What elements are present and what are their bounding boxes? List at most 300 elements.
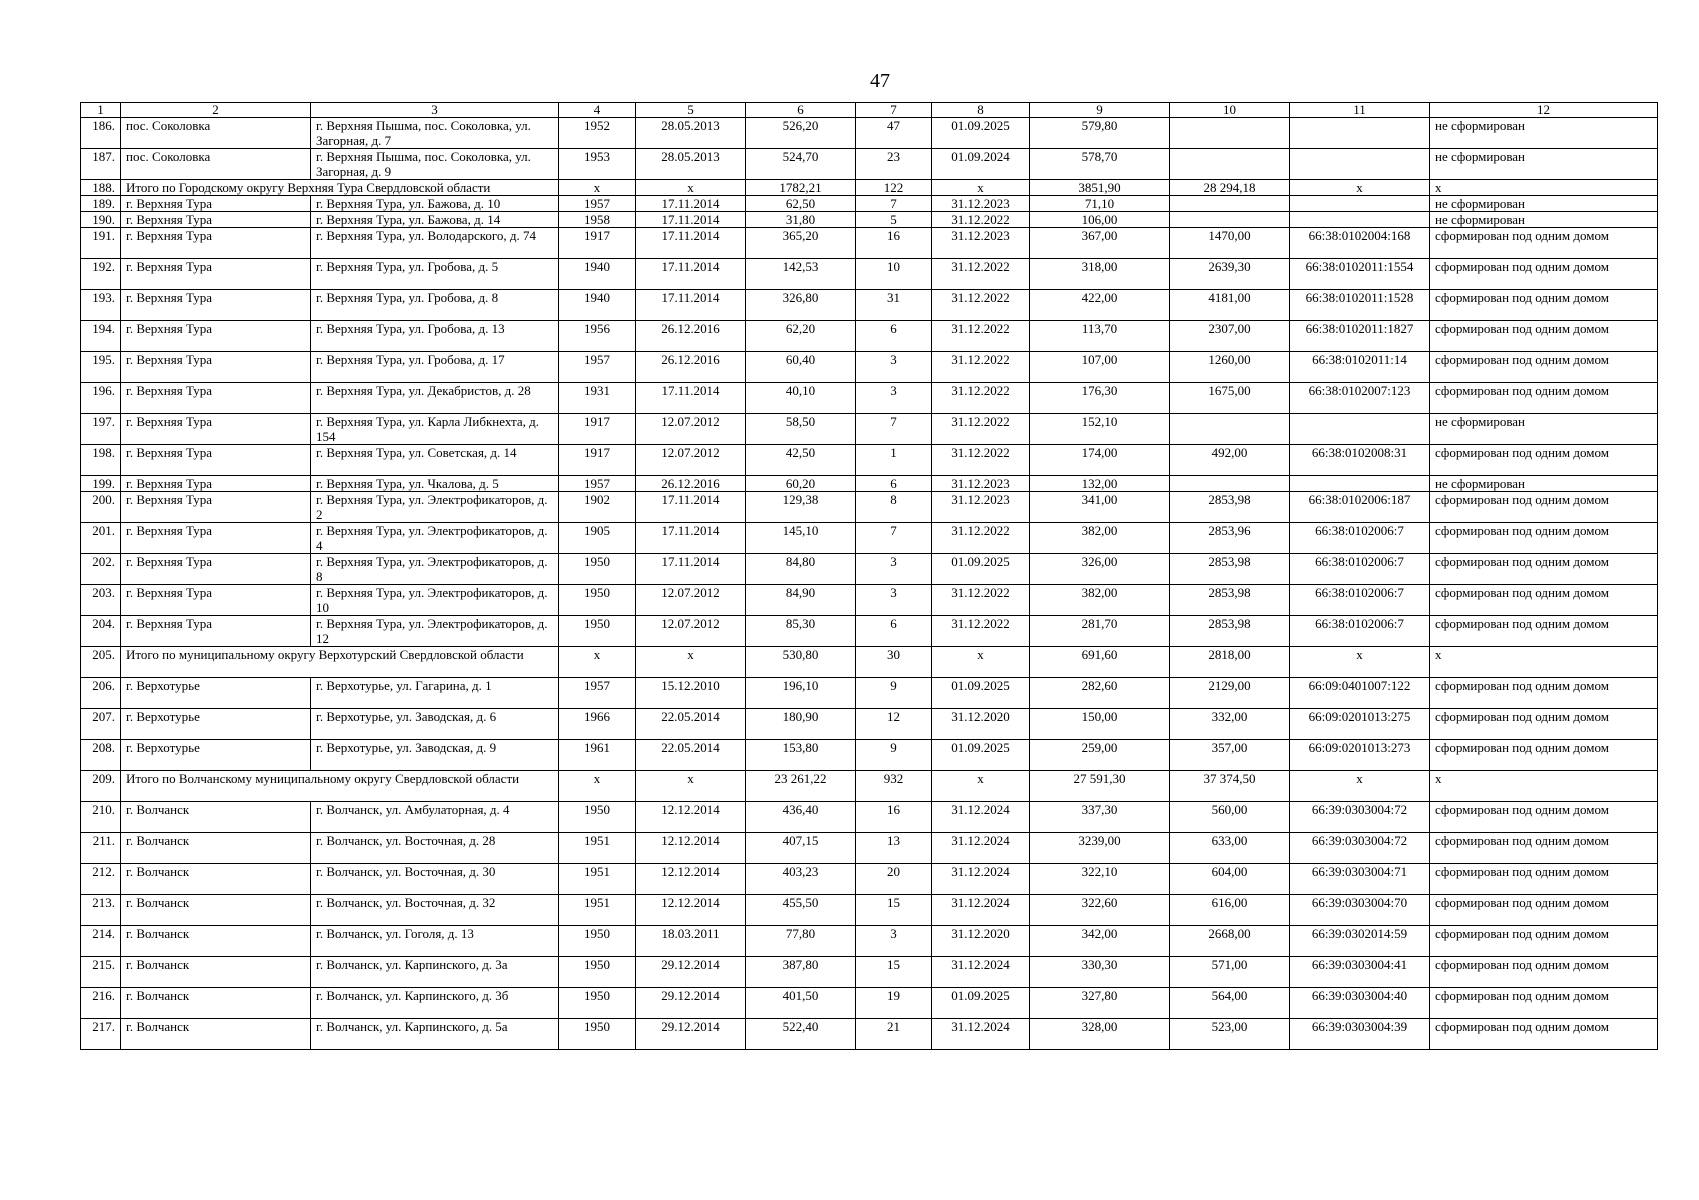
address-cell: г. Верхняя Пышма, пос. Соколовка, ул. Загорная, д. 7 <box>311 118 559 149</box>
page-number: 47 <box>870 70 890 92</box>
table-row <box>81 833 1658 864</box>
subtotal-row <box>81 771 1658 802</box>
row-number: 213. <box>81 895 121 926</box>
area-cell: 77,80 <box>746 926 856 957</box>
address-cell: г. Верхняя Тура, ул. Декабристов, д. 28 <box>311 383 559 414</box>
row-number: 215. <box>81 957 121 988</box>
deadline-cell: 31.12.2022 <box>932 290 1030 321</box>
land-area-cell: 1470,00 <box>1170 228 1290 259</box>
value-cell: 27 591,30 <box>1030 771 1170 802</box>
cadastral-number-cell: 66:38:0102006:187 <box>1290 492 1430 523</box>
cadastral-number-cell: 66:09:0401007:122 <box>1290 678 1430 709</box>
year-cell: 1961 <box>559 740 636 771</box>
land-status-cell: сформирован под одним домом <box>1430 259 1658 290</box>
land-area-cell: 604,00 <box>1170 864 1290 895</box>
year-cell: x <box>559 771 636 802</box>
area-cell: 407,15 <box>746 833 856 864</box>
land-status-cell: не сформирован <box>1430 476 1658 492</box>
value-cell: 327,80 <box>1030 988 1170 1019</box>
year-cell: 1917 <box>559 445 636 476</box>
locality-cell: г. Волчанск <box>121 1019 311 1050</box>
land-status-cell: сформирован под одним домом <box>1430 352 1658 383</box>
row-number: 209. <box>81 771 121 802</box>
recognition-date-cell: 28.05.2013 <box>636 149 746 180</box>
cadastral-number-cell: 66:39:0303004:39 <box>1290 1019 1430 1050</box>
deadline-cell: 31.12.2022 <box>932 523 1030 554</box>
year-cell: 1957 <box>559 196 636 212</box>
subtotal-label: Итого по муниципальному округу Верхотурский Свердловской области <box>121 647 559 678</box>
recognition-date-cell: 12.12.2014 <box>636 802 746 833</box>
year-cell: 1950 <box>559 802 636 833</box>
address-cell: г. Верхняя Тура, ул. Электрофикаторов, д. 12 <box>311 616 559 647</box>
land-status-cell: сформирован под одним домом <box>1430 321 1658 352</box>
land-status-cell: сформирован под одним домом <box>1430 988 1658 1019</box>
cadastral-number-cell: x <box>1290 647 1430 678</box>
locality-cell: г. Верхотурье <box>121 709 311 740</box>
deadline-cell: 31.12.2024 <box>932 1019 1030 1050</box>
table-row <box>81 864 1658 895</box>
value-cell: 326,00 <box>1030 554 1170 585</box>
value-cell: 422,00 <box>1030 290 1170 321</box>
recognition-date-cell: 17.11.2014 <box>636 212 746 228</box>
deadline-cell: 01.09.2025 <box>932 554 1030 585</box>
locality-cell: пос. Соколовка <box>121 149 311 180</box>
locality-cell: г. Верхняя Тура <box>121 492 311 523</box>
locality-cell: г. Верхняя Тура <box>121 554 311 585</box>
address-cell: г. Верхняя Тура, ул. Электрофикаторов, д. 8 <box>311 554 559 585</box>
residents-cell: 5 <box>856 212 932 228</box>
address-cell: г. Волчанск, ул. Карпинского, д. 5а <box>311 1019 559 1050</box>
land-status-cell: не сформирован <box>1430 414 1658 445</box>
address-cell: г. Волчанск, ул. Гоголя, д. 13 <box>311 926 559 957</box>
cadastral-number-cell: 66:39:0303004:41 <box>1290 957 1430 988</box>
table-row <box>81 259 1658 290</box>
land-area-cell: 560,00 <box>1170 802 1290 833</box>
land-status-cell: сформирован под одним домом <box>1430 926 1658 957</box>
row-number: 186. <box>81 118 121 149</box>
value-cell: 152,10 <box>1030 414 1170 445</box>
column-header: 3 <box>311 103 559 118</box>
residents-cell: 7 <box>856 414 932 445</box>
deadline-cell: x <box>932 647 1030 678</box>
year-cell: 1952 <box>559 118 636 149</box>
table-row <box>81 895 1658 926</box>
area-cell: 387,80 <box>746 957 856 988</box>
row-number: 217. <box>81 1019 121 1050</box>
residents-cell: 122 <box>856 180 932 196</box>
value-cell: 3239,00 <box>1030 833 1170 864</box>
row-number: 205. <box>81 647 121 678</box>
cadastral-number-cell: x <box>1290 771 1430 802</box>
row-number: 214. <box>81 926 121 957</box>
locality-cell: г. Верхняя Тура <box>121 523 311 554</box>
land-area-cell <box>1170 149 1290 180</box>
locality-cell: г. Волчанск <box>121 957 311 988</box>
cadastral-number-cell: 66:38:0102007:123 <box>1290 383 1430 414</box>
value-cell: 691,60 <box>1030 647 1170 678</box>
residents-cell: 19 <box>856 988 932 1019</box>
area-cell: 31,80 <box>746 212 856 228</box>
area-cell: 455,50 <box>746 895 856 926</box>
column-header: 10 <box>1170 103 1290 118</box>
value-cell: 259,00 <box>1030 740 1170 771</box>
row-number: 190. <box>81 212 121 228</box>
area-cell: 23 261,22 <box>746 771 856 802</box>
land-area-cell <box>1170 196 1290 212</box>
area-cell: 436,40 <box>746 802 856 833</box>
residents-cell: 16 <box>856 228 932 259</box>
deadline-cell: 31.12.2022 <box>932 414 1030 445</box>
recognition-date-cell: 12.12.2014 <box>636 864 746 895</box>
deadline-cell: x <box>932 180 1030 196</box>
deadline-cell: 01.09.2024 <box>932 149 1030 180</box>
land-area-cell: 2853,98 <box>1170 585 1290 616</box>
row-number: 199. <box>81 476 121 492</box>
cadastral-number-cell: 66:38:0102011:1528 <box>1290 290 1430 321</box>
address-cell: г. Верхотурье, ул. Заводская, д. 9 <box>311 740 559 771</box>
residents-cell: 3 <box>856 383 932 414</box>
locality-cell: г. Волчанск <box>121 895 311 926</box>
locality-cell: г. Верхняя Тура <box>121 228 311 259</box>
year-cell: 1957 <box>559 678 636 709</box>
deadline-cell: 01.09.2025 <box>932 988 1030 1019</box>
recognition-date-cell: 26.12.2016 <box>636 321 746 352</box>
area-cell: 326,80 <box>746 290 856 321</box>
value-cell: 322,10 <box>1030 864 1170 895</box>
residents-cell: 932 <box>856 771 932 802</box>
year-cell: 1950 <box>559 926 636 957</box>
land-status-cell: сформирован под одним домом <box>1430 678 1658 709</box>
deadline-cell: 31.12.2024 <box>932 833 1030 864</box>
row-number: 200. <box>81 492 121 523</box>
subtotal-label: Итого по Волчанскому муниципальному округу Свердловской области <box>121 771 559 802</box>
table-row <box>81 476 1658 492</box>
deadline-cell: 31.12.2024 <box>932 895 1030 926</box>
residents-cell: 47 <box>856 118 932 149</box>
residents-cell: 3 <box>856 585 932 616</box>
address-cell: г. Верхняя Тура, ул. Бажова, д. 10 <box>311 196 559 212</box>
land-area-cell: 492,00 <box>1170 445 1290 476</box>
deadline-cell: 31.12.2022 <box>932 383 1030 414</box>
residents-cell: 15 <box>856 957 932 988</box>
cadastral-number-cell: 66:38:0102006:7 <box>1290 616 1430 647</box>
row-number: 192. <box>81 259 121 290</box>
row-number: 197. <box>81 414 121 445</box>
address-cell: г. Верхняя Тура, ул. Гробова, д. 17 <box>311 352 559 383</box>
address-cell: г. Волчанск, ул. Карпинского, д. 3б <box>311 988 559 1019</box>
table-row <box>81 149 1658 180</box>
recognition-date-cell: 29.12.2014 <box>636 957 746 988</box>
residents-cell: 16 <box>856 802 932 833</box>
land-status-cell: сформирован под одним домом <box>1430 523 1658 554</box>
area-cell: 522,40 <box>746 1019 856 1050</box>
table-row <box>81 414 1658 445</box>
table-row <box>81 383 1658 414</box>
cadastral-number-cell: 66:39:0303004:72 <box>1290 833 1430 864</box>
land-area-cell: 332,00 <box>1170 709 1290 740</box>
recognition-date-cell: 12.07.2012 <box>636 585 746 616</box>
address-cell: г. Волчанск, ул. Восточная, д. 30 <box>311 864 559 895</box>
deadline-cell: 31.12.2024 <box>932 864 1030 895</box>
row-number: 212. <box>81 864 121 895</box>
column-header: 9 <box>1030 103 1170 118</box>
deadline-cell: 31.12.2023 <box>932 196 1030 212</box>
area-cell: 42,50 <box>746 445 856 476</box>
table-row <box>81 212 1658 228</box>
residents-cell: 9 <box>856 740 932 771</box>
row-number: 211. <box>81 833 121 864</box>
column-header: 6 <box>746 103 856 118</box>
cadastral-number-cell: 66:09:0201013:273 <box>1290 740 1430 771</box>
address-cell: г. Верхотурье, ул. Гагарина, д. 1 <box>311 678 559 709</box>
row-number: 207. <box>81 709 121 740</box>
year-cell: 1950 <box>559 616 636 647</box>
cadastral-number-cell: 66:38:0102011:1827 <box>1290 321 1430 352</box>
row-number: 194. <box>81 321 121 352</box>
cadastral-number-cell: 66:39:0303004:72 <box>1290 802 1430 833</box>
value-cell: 318,00 <box>1030 259 1170 290</box>
deadline-cell: 31.12.2022 <box>932 352 1030 383</box>
year-cell: 1950 <box>559 1019 636 1050</box>
land-status-cell: сформирован под одним домом <box>1430 833 1658 864</box>
address-cell: г. Верхняя Тура, ул. Советская, д. 14 <box>311 445 559 476</box>
deadline-cell: 31.12.2020 <box>932 709 1030 740</box>
address-cell: г. Волчанск, ул. Восточная, д. 28 <box>311 833 559 864</box>
recognition-date-cell: 18.03.2011 <box>636 926 746 957</box>
recognition-date-cell: 26.12.2016 <box>636 352 746 383</box>
locality-cell: г. Верхняя Тура <box>121 383 311 414</box>
locality-cell: г. Верхняя Тура <box>121 212 311 228</box>
table-row <box>81 740 1658 771</box>
deadline-cell: 31.12.2023 <box>932 492 1030 523</box>
cadastral-number-cell <box>1290 414 1430 445</box>
deadline-cell: x <box>932 771 1030 802</box>
land-status-cell: x <box>1430 647 1658 678</box>
cadastral-number-cell: 66:39:0303004:40 <box>1290 988 1430 1019</box>
residents-cell: 31 <box>856 290 932 321</box>
recognition-date-cell: 12.12.2014 <box>636 895 746 926</box>
land-status-cell: сформирован под одним домом <box>1430 616 1658 647</box>
value-cell: 341,00 <box>1030 492 1170 523</box>
year-cell: 1902 <box>559 492 636 523</box>
land-status-cell: сформирован под одним домом <box>1430 492 1658 523</box>
address-cell: г. Волчанск, ул. Амбулаторная, д. 4 <box>311 802 559 833</box>
value-cell: 107,00 <box>1030 352 1170 383</box>
residents-cell: 15 <box>856 895 932 926</box>
locality-cell: г. Верхняя Тура <box>121 585 311 616</box>
table-row <box>81 678 1658 709</box>
residents-cell: 21 <box>856 1019 932 1050</box>
land-status-cell: x <box>1430 180 1658 196</box>
area-cell: 129,38 <box>746 492 856 523</box>
land-area-cell: 523,00 <box>1170 1019 1290 1050</box>
subtotal-label: Итого по Городскому округу Верхняя Тура Свердловской области <box>121 180 559 196</box>
column-header: 4 <box>559 103 636 118</box>
year-cell: 1953 <box>559 149 636 180</box>
land-area-cell: 571,00 <box>1170 957 1290 988</box>
land-area-cell: 1675,00 <box>1170 383 1290 414</box>
recognition-date-cell: 22.05.2014 <box>636 709 746 740</box>
area-cell: 85,30 <box>746 616 856 647</box>
land-area-cell: 2853,98 <box>1170 554 1290 585</box>
table-row <box>81 492 1658 523</box>
column-header: 2 <box>121 103 311 118</box>
row-number: 203. <box>81 585 121 616</box>
year-cell: 1966 <box>559 709 636 740</box>
deadline-cell: 01.09.2025 <box>932 678 1030 709</box>
residents-cell: 20 <box>856 864 932 895</box>
table-row <box>81 523 1658 554</box>
value-cell: 106,00 <box>1030 212 1170 228</box>
cadastral-number-cell: 66:39:0303004:71 <box>1290 864 1430 895</box>
row-number: 196. <box>81 383 121 414</box>
land-area-cell: 2307,00 <box>1170 321 1290 352</box>
subtotal-row <box>81 647 1658 678</box>
table-row <box>81 352 1658 383</box>
locality-cell: г. Волчанск <box>121 833 311 864</box>
recognition-date-cell: x <box>636 771 746 802</box>
area-cell: 180,90 <box>746 709 856 740</box>
table-row <box>81 1019 1658 1050</box>
locality-cell: г. Верхняя Тура <box>121 290 311 321</box>
land-status-cell: сформирован под одним домом <box>1430 864 1658 895</box>
recognition-date-cell: 28.05.2013 <box>636 118 746 149</box>
area-cell: 58,50 <box>746 414 856 445</box>
cadastral-number-cell: 66:09:0201013:275 <box>1290 709 1430 740</box>
value-cell: 367,00 <box>1030 228 1170 259</box>
table-row <box>81 616 1658 647</box>
value-cell: 578,70 <box>1030 149 1170 180</box>
row-number: 208. <box>81 740 121 771</box>
value-cell: 281,70 <box>1030 616 1170 647</box>
year-cell: 1957 <box>559 476 636 492</box>
land-status-cell: сформирован под одним домом <box>1430 709 1658 740</box>
address-cell: г. Верхняя Тура, ул. Электрофикаторов, д. 4 <box>311 523 559 554</box>
address-cell: г. Верхняя Тура, ул. Гробова, д. 8 <box>311 290 559 321</box>
area-cell: 365,20 <box>746 228 856 259</box>
land-area-cell: 616,00 <box>1170 895 1290 926</box>
land-area-cell: 2853,98 <box>1170 492 1290 523</box>
address-cell: г. Верхняя Пышма, пос. Соколовка, ул. Загорная, д. 9 <box>311 149 559 180</box>
column-header: 1 <box>81 103 121 118</box>
land-area-cell: 2639,30 <box>1170 259 1290 290</box>
area-cell: 84,80 <box>746 554 856 585</box>
value-cell: 337,30 <box>1030 802 1170 833</box>
year-cell: 1931 <box>559 383 636 414</box>
residents-cell: 6 <box>856 616 932 647</box>
recognition-date-cell: x <box>636 647 746 678</box>
recognition-date-cell: 26.12.2016 <box>636 476 746 492</box>
locality-cell: г. Верхотурье <box>121 678 311 709</box>
value-cell: 382,00 <box>1030 585 1170 616</box>
year-cell: 1950 <box>559 988 636 1019</box>
address-cell: г. Волчанск, ул. Восточная, д. 32 <box>311 895 559 926</box>
year-cell: x <box>559 180 636 196</box>
area-cell: 60,40 <box>746 352 856 383</box>
land-area-cell: 28 294,18 <box>1170 180 1290 196</box>
table-row <box>81 445 1658 476</box>
land-area-cell: 2129,00 <box>1170 678 1290 709</box>
value-cell: 282,60 <box>1030 678 1170 709</box>
locality-cell: г. Верхняя Тура <box>121 445 311 476</box>
area-cell: 1782,21 <box>746 180 856 196</box>
land-area-cell <box>1170 212 1290 228</box>
value-cell: 328,00 <box>1030 1019 1170 1050</box>
year-cell: 1917 <box>559 414 636 445</box>
area-cell: 401,50 <box>746 988 856 1019</box>
deadline-cell: 31.12.2023 <box>932 228 1030 259</box>
deadline-cell: 31.12.2024 <box>932 957 1030 988</box>
locality-cell: г. Верхотурье <box>121 740 311 771</box>
deadline-cell: 31.12.2022 <box>932 585 1030 616</box>
table-row <box>81 988 1658 1019</box>
value-cell: 132,00 <box>1030 476 1170 492</box>
land-status-cell: сформирован под одним домом <box>1430 383 1658 414</box>
recognition-date-cell: 17.11.2014 <box>636 228 746 259</box>
deadline-cell: 31.12.2022 <box>932 259 1030 290</box>
land-area-cell: 2818,00 <box>1170 647 1290 678</box>
locality-cell: г. Волчанск <box>121 988 311 1019</box>
address-cell: г. Верхняя Тура, ул. Гробова, д. 5 <box>311 259 559 290</box>
cadastral-number-cell: 66:38:0102008:31 <box>1290 445 1430 476</box>
recognition-date-cell: 22.05.2014 <box>636 740 746 771</box>
year-cell: 1940 <box>559 259 636 290</box>
deadline-cell: 31.12.2024 <box>932 802 1030 833</box>
residents-cell: 7 <box>856 196 932 212</box>
cadastral-number-cell <box>1290 212 1430 228</box>
locality-cell: г. Волчанск <box>121 864 311 895</box>
row-number: 210. <box>81 802 121 833</box>
land-area-cell: 564,00 <box>1170 988 1290 1019</box>
land-area-cell <box>1170 414 1290 445</box>
deadline-cell: 01.09.2025 <box>932 118 1030 149</box>
row-number: 193. <box>81 290 121 321</box>
residents-cell: 1 <box>856 445 932 476</box>
residents-cell: 12 <box>856 709 932 740</box>
address-cell: г. Верхняя Тура, ул. Электрофикаторов, д. 10 <box>311 585 559 616</box>
address-cell: г. Верхняя Тура, ул. Чкалова, д. 5 <box>311 476 559 492</box>
table-row <box>81 290 1658 321</box>
year-cell: 1951 <box>559 864 636 895</box>
row-number: 195. <box>81 352 121 383</box>
value-cell: 174,00 <box>1030 445 1170 476</box>
area-cell: 403,23 <box>746 864 856 895</box>
land-status-cell: не сформирован <box>1430 149 1658 180</box>
row-number: 216. <box>81 988 121 1019</box>
residents-cell: 13 <box>856 833 932 864</box>
column-header: 5 <box>636 103 746 118</box>
residents-cell: 30 <box>856 647 932 678</box>
value-cell: 382,00 <box>1030 523 1170 554</box>
residents-cell: 9 <box>856 678 932 709</box>
address-cell: г. Волчанск, ул. Карпинского, д. 3а <box>311 957 559 988</box>
value-cell: 330,30 <box>1030 957 1170 988</box>
recognition-date-cell: 17.11.2014 <box>636 554 746 585</box>
deadline-cell: 31.12.2022 <box>932 616 1030 647</box>
row-number: 204. <box>81 616 121 647</box>
recognition-date-cell: 12.07.2012 <box>636 445 746 476</box>
locality-cell: пос. Соколовка <box>121 118 311 149</box>
cadastral-number-cell: 66:39:0303004:70 <box>1290 895 1430 926</box>
year-cell: 1950 <box>559 957 636 988</box>
area-cell: 526,20 <box>746 118 856 149</box>
land-status-cell: не сформирован <box>1430 212 1658 228</box>
deadline-cell: 01.09.2025 <box>932 740 1030 771</box>
residents-cell: 10 <box>856 259 932 290</box>
year-cell: 1956 <box>559 321 636 352</box>
table-row <box>81 196 1658 212</box>
land-status-cell: сформирован под одним домом <box>1430 445 1658 476</box>
